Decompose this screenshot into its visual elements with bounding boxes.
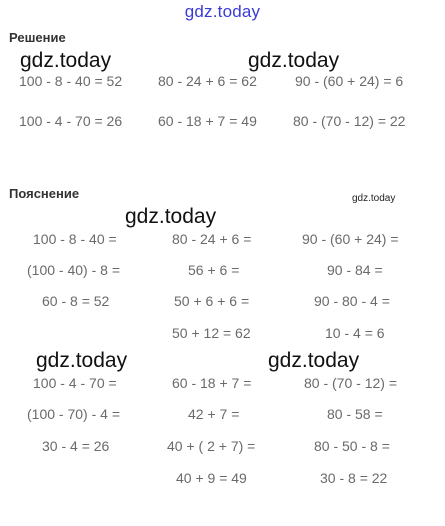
watermark: gdz.today [248, 49, 340, 72]
explanation-step: 80 - 50 - 8 = [314, 438, 390, 454]
solution-equation: 100 - 8 - 40 = 52 [19, 73, 123, 89]
watermark: gdz.today [20, 49, 112, 72]
solution-equation: 60 - 18 + 7 = 49 [158, 113, 257, 129]
solution-heading: Решение [9, 30, 66, 45]
explanation-step: 80 - 58 = [327, 406, 383, 422]
explanation-step: 40 + 9 = 49 [176, 470, 247, 486]
explanation-step: 42 + 7 = [188, 406, 240, 422]
explanation-step: 50 + 6 + 6 = [174, 293, 250, 309]
explanation-step: 90 - 84 = [327, 262, 383, 278]
explanation-step: 60 - 8 = 52 [42, 293, 110, 309]
explanation-heading: Пояснение [9, 186, 80, 201]
explanation-step: 80 - 24 + 6 = [172, 231, 252, 247]
explanation-step: 80 - (70 - 12) = [304, 375, 397, 391]
explanation-step: 50 + 12 = 62 [172, 325, 251, 341]
explanation-step: 60 - 18 + 7 = [172, 375, 252, 391]
watermark-small: gdz.today [352, 193, 396, 204]
explanation-step: 100 - 8 - 40 = [33, 231, 117, 247]
explanation-step: 56 + 6 = [188, 262, 240, 278]
watermark: gdz.today [36, 349, 128, 372]
solution-equation: 90 - (60 + 24) = 6 [295, 73, 404, 89]
explanation-step: 30 - 8 = 22 [320, 470, 388, 486]
explanation-step: 40 + ( 2 + 7) = [167, 438, 256, 454]
explanation-step: 100 - 4 - 70 = [33, 375, 117, 391]
explanation-step: 90 - 80 - 4 = [314, 293, 390, 309]
explanation-step: (100 - 40) - 8 = [27, 262, 120, 278]
solution-equation: 80 - 24 + 6 = 62 [158, 73, 257, 89]
explanation-step: 90 - (60 + 24) = [302, 231, 399, 247]
explanation-step: 10 - 4 = 6 [325, 325, 385, 341]
explanation-step: (100 - 70) - 4 = [27, 406, 120, 422]
watermark: gdz.today [268, 349, 360, 372]
solution-equation: 100 - 4 - 70 = 26 [19, 113, 123, 129]
watermark: gdz.today [125, 205, 217, 228]
site-title: gdz.today [184, 2, 261, 21]
explanation-step: 30 - 4 = 26 [42, 438, 110, 454]
solution-equation: 80 - (70 - 12) = 22 [293, 113, 406, 129]
